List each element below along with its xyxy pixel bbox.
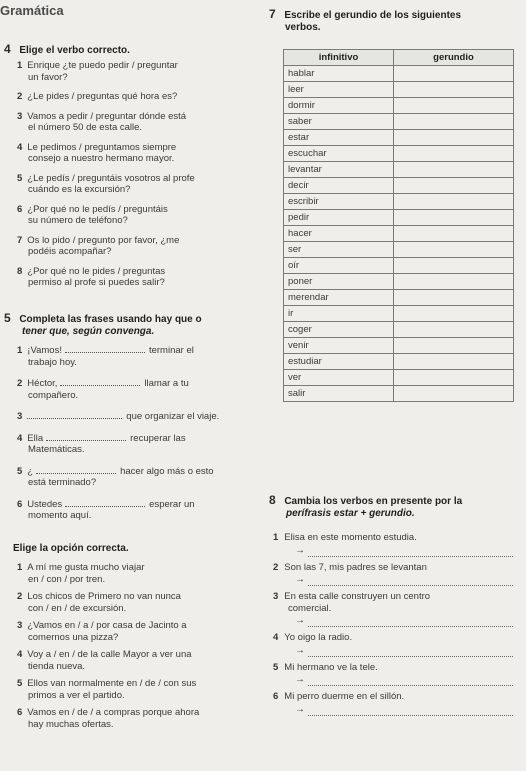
arrow-icon: → [295,703,305,715]
gerund-answer-cell[interactable] [394,98,514,114]
list-item [17,409,279,423]
table-row [284,386,514,402]
item-text-2: está terminado? [28,477,97,488]
arrow-icon: → [295,674,305,685]
item-text[interactable]: ¿Por qué no le pides / preguntas [27,265,166,277]
item-text-2: consejo a nuestro hermano mayor. [28,153,175,164]
answer-blank[interactable] [46,431,126,441]
list-item [17,464,279,489]
item-text: Mi perro duerme en el sillón. [284,691,405,702]
item-text-post: recuperar las [130,432,186,444]
item-text-post: esperar un [149,498,195,510]
list-item [17,60,279,83]
item-number: 6 [17,498,23,510]
item-number: 6 [17,707,23,718]
item-text-pre: ¡Vamos! [27,345,62,356]
item-text-2[interactable]: primos a ver el partido. [28,689,125,701]
exercise-7-number: 7 [269,7,276,21]
exercise-5-title: Completa las frases usando hay que o [19,314,202,325]
exercise-8-title-2: perífrasis estar + gerundio. [286,508,415,519]
item-text-2: comercial. [288,602,332,614]
item-number: 1 [17,345,23,356]
gerund-answer-cell[interactable] [394,130,514,146]
table-row [284,194,514,210]
exercise-8-number: 8 [269,493,276,507]
item-text-post: hacer algo más o esto [120,465,214,477]
gerund-answer-cell[interactable] [394,258,514,274]
answer-line[interactable] [273,644,521,658]
exercise-5-items [17,343,279,530]
gerund-answer-cell[interactable] [394,338,514,354]
infinitive-cell: decir [284,178,394,194]
answer-dotted-line [308,715,513,716]
page-title: Gramática [0,3,64,18]
item-text-2: Matemáticas. [28,444,85,455]
list-item [17,111,279,134]
table-row [284,354,514,370]
infinitive-cell: leer [284,82,394,98]
list-item [17,431,279,456]
gerund-answer-cell[interactable] [394,226,514,242]
exercise-8 [269,493,524,520]
infinitive-cell: estar [284,130,394,146]
item-text-2: cuándo es la excursión? [28,184,131,195]
answer-line[interactable] [273,676,521,687]
gerund-answer-cell[interactable] [394,210,514,226]
item-text[interactable]: Vamos a pedir / preguntar dónde está [27,110,187,122]
answer-line[interactable] [273,576,521,587]
gerund-answer-cell[interactable] [394,242,514,258]
gerund-answer-cell[interactable] [394,306,514,322]
list-item [17,649,277,672]
item-text-2: permiso al profe si puedes salir? [28,277,165,288]
table-row [284,322,514,338]
answer-line[interactable] [273,544,521,558]
infinitive-cell: pedir [284,210,394,226]
item-number: 1 [17,562,23,573]
table-row [284,130,514,146]
infinitive-cell: estudiar [284,354,394,370]
infinitive-cell: escribir [284,194,394,210]
list-item [273,691,521,717]
infinitive-cell: coger [284,322,394,338]
table-row [284,178,514,194]
infinitive-cell: merendar [284,290,394,306]
table-row [284,162,514,178]
item-text: Son las 7, mis padres se levantan [284,561,427,573]
infinitive-cell: hablar [284,66,394,82]
infinitive-cell: poner [284,274,394,290]
item-number: 2 [273,561,279,573]
gerund-answer-cell[interactable] [394,370,514,386]
list-item [17,343,279,368]
item-text-2: su número de teléfono? [28,215,128,226]
item-number: 6 [17,203,23,215]
column-header-infinitive: infinitivo [284,50,394,66]
item-number: 1 [273,532,279,543]
item-text[interactable]: Enrique ¿te puedo pedir / preguntar [27,60,178,71]
table-row [284,290,514,306]
infinitive-cell: hacer [284,226,394,242]
item-number: 3 [17,411,23,422]
item-number: 4 [17,432,23,444]
exercise-7-title: Escribe el gerundio de los siguientes [284,10,462,21]
answer-dotted-line [308,556,513,557]
infinitive-cell: salir [284,386,394,402]
list-item [17,91,279,103]
list-item [17,173,279,196]
item-number: 1 [17,60,23,71]
exercise-5-number: 5 [4,311,11,325]
item-text-pre: Héctor, [27,378,58,389]
gerund-answer-cell[interactable] [394,146,514,162]
item-text-2[interactable]: hay muchas ofertas. [28,718,114,730]
item-number: 5 [273,661,279,673]
item-number: 5 [17,678,23,689]
gerund-answer-cell[interactable] [394,386,514,402]
item-text[interactable]: Vamos en / de / a compras porque ahora [27,707,200,718]
item-number: 5 [17,465,23,477]
infinitive-cell: oír [284,258,394,274]
item-number: 8 [17,265,23,277]
table-row [284,66,514,82]
item-text[interactable]: Ellos van normalmente en / de / con sus [27,678,197,689]
exercise-5-title-2: tener que, según convenga. [22,326,155,337]
table-row [284,82,514,98]
item-text-pre: Ustedes [27,498,63,510]
exercise-4-items [17,60,279,297]
item-text: En esta calle construyen un centro [284,591,431,602]
exercise-7-title-2: verbos. [285,22,321,33]
gerund-answer-cell[interactable] [394,290,514,306]
exercise-4-title: Elige el verbo correcto. [19,45,130,56]
list-item [273,632,521,658]
exercise-4 [4,42,274,57]
item-number: 2 [17,378,23,389]
gerund-answer-cell[interactable] [394,66,514,82]
exercise-7 [269,7,519,34]
gerund-answer-cell[interactable] [394,354,514,370]
item-text-2: momento aquí. [28,510,92,521]
infinitive-cell: levantar [284,162,394,178]
list-item [17,620,277,643]
table-row [284,306,514,322]
answer-dotted-line [308,685,513,686]
column-header-gerund: gerundio [394,50,514,66]
item-text: Elisa en este momento estudia. [284,532,417,543]
infinitive-cell: escuchar [284,146,394,162]
exercise-6-title: Elige la opción correcta. [13,543,129,554]
list-item [273,562,521,588]
arrow-icon: → [295,615,305,626]
table-row [284,98,514,114]
item-text-2[interactable]: tienda nueva. [28,660,86,672]
table-row [284,114,514,130]
list-item [17,678,277,701]
gerund-answer-cell[interactable] [394,162,514,178]
gerund-answer-cell[interactable] [394,194,514,210]
exercise-4-number: 4 [4,42,11,56]
item-number: 4 [17,141,23,153]
item-number: 4 [273,632,279,643]
list-item [17,142,279,165]
table-row [284,274,514,290]
exercise-6 [0,543,129,555]
answer-blank[interactable] [60,376,140,386]
infinitive-cell: saber [284,114,394,130]
list-item [17,204,279,227]
gerund-table [283,49,514,402]
arrow-icon: → [295,574,305,585]
exercise-6-items [17,562,277,736]
arrow-icon: → [295,644,305,656]
item-text-2[interactable]: con / en / de excursión. [28,602,127,614]
item-text-2: el número 50 de esta calle. [28,122,143,133]
item-number: 6 [273,691,279,702]
table-row [284,258,514,274]
item-number: 2 [17,591,23,602]
item-text-post: terminar el [148,345,194,356]
answer-dotted-line [308,626,513,627]
exercise-8-title: Cambia los verbos en presente por la [284,496,463,507]
item-text-2[interactable]: en / con / por tren. [28,573,106,585]
item-text[interactable]: ¿Vamos en / a / por casa de Jacinto a [27,620,187,631]
list-item [17,266,279,289]
item-text[interactable]: Os lo pido / pregunto por favor, ¿me [27,234,180,246]
item-number: 3 [273,591,279,602]
item-text-2: podéis acompañar? [28,246,112,257]
list-item [273,532,521,558]
item-text-2[interactable]: comernos una pizza? [28,631,119,643]
exercise-8-items [273,532,521,721]
item-number: 5 [17,172,23,184]
answer-blank[interactable] [27,409,122,419]
gerund-answer-cell[interactable] [394,178,514,194]
answer-dotted-line [308,585,513,586]
gerund-answer-cell[interactable] [394,114,514,130]
item-number: 2 [17,91,23,102]
item-text-post: llamar a tu [144,378,189,389]
item-text: Mi hermano ve la tele. [284,661,378,673]
answer-dotted-line [308,656,513,657]
list-item [17,562,277,585]
gerund-answer-cell[interactable] [394,322,514,338]
table-row [284,370,514,386]
exercise-5 [4,311,279,338]
item-text-pre: ¿ [27,465,34,477]
gerund-answer-cell[interactable] [394,82,514,98]
list-item [273,662,521,688]
infinitive-cell: ir [284,306,394,322]
list-item [17,497,279,522]
answer-blank[interactable] [65,497,145,507]
table-row [284,338,514,354]
answer-line[interactable] [273,703,521,717]
infinitive-cell: ver [284,370,394,386]
item-number: 7 [17,234,23,246]
table-row [284,210,514,226]
item-text[interactable]: A mí me gusta mucho viajar [27,562,145,573]
arrow-icon: → [295,544,305,556]
item-text-2: compañero. [28,389,79,401]
list-item [17,591,277,614]
list-item [273,591,521,628]
item-text-2: un favor? [28,71,68,83]
item-text[interactable]: Voy a / en / de la calle Mayor a ver una [27,649,192,660]
list-item [17,707,277,730]
item-text-post: que organizar el viaje. [126,411,220,422]
item-text[interactable]: Los chicos de Primero no van nunca [27,591,181,602]
item-text[interactable]: ¿Le pedís / preguntáis vosotros al profe [27,172,195,184]
infinitive-cell: ser [284,242,394,258]
list-item [17,235,279,258]
item-text[interactable]: ¿Le pides / preguntas qué hora es? [27,91,178,102]
infinitive-cell: dormir [284,98,394,114]
item-text-pre: Ella [27,432,44,444]
table-row [284,146,514,162]
item-text[interactable]: ¿Por qué no le pedís / preguntáis [27,203,168,215]
item-text-2: trabajo hoy. [28,356,77,368]
gerund-answer-cell[interactable] [394,274,514,290]
item-number: 3 [17,110,23,122]
infinitive-cell: venir [284,338,394,354]
item-number: 3 [17,620,23,631]
answer-line[interactable] [273,617,521,628]
list-item [17,376,279,401]
answer-blank[interactable] [36,464,116,474]
item-number: 4 [17,649,23,660]
answer-blank[interactable] [65,343,145,353]
item-text[interactable]: Le pedimos / preguntamos siempre [27,141,177,153]
table-row [284,242,514,258]
item-text: Yo oigo la radio. [284,632,353,643]
table-row [284,226,514,242]
